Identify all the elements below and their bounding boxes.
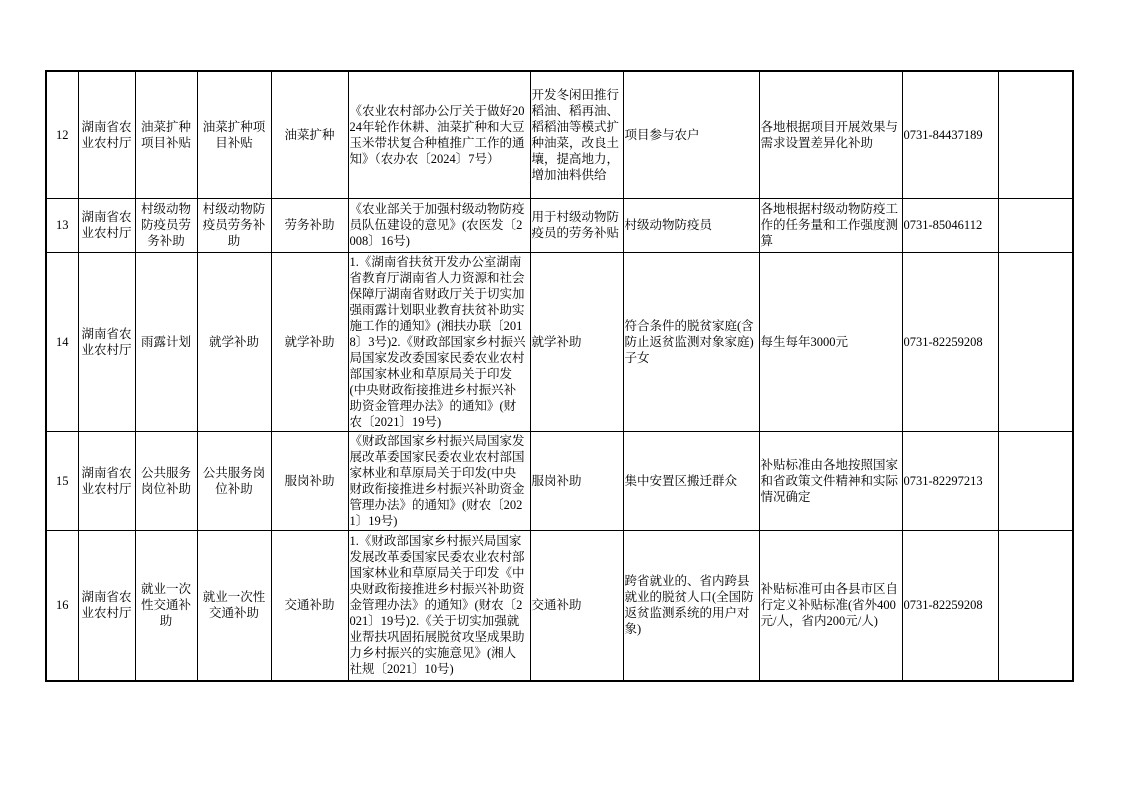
cell-subsidy-type: 就学补助	[271, 252, 348, 431]
subsidy-table	[45, 70, 1074, 682]
cell-subsidy-project: 油菜扩种项目补贴	[197, 71, 271, 198]
cell-recipients: 集中安置区搬迁群众	[623, 431, 759, 530]
cell-remark	[998, 431, 1073, 530]
cell-department: 湖南省农业农村厅	[78, 431, 135, 530]
cell-remark	[998, 252, 1073, 431]
cell-department: 湖南省农业农村厅	[78, 530, 135, 681]
cell-subsidy-project: 公共服务岗位补助	[197, 431, 271, 530]
table-row	[46, 530, 1073, 681]
cell-standard: 补贴标准可由各县市区自行定义补贴标准(省外400元/人，省内200元/人)	[759, 530, 902, 681]
subsidy-table-body	[46, 71, 1073, 681]
cell-no: 12	[46, 71, 78, 198]
table-row	[46, 431, 1073, 530]
cell-standard: 各地根据村级动物防疫工作的任务量和工作强度测算	[759, 198, 902, 252]
cell-subsidy-type: 服岗补助	[271, 431, 348, 530]
cell-purpose: 就学补助	[530, 252, 623, 431]
cell-recipients: 项目参与农户	[623, 71, 759, 198]
cell-remark	[998, 530, 1073, 681]
cell-purpose: 交通补助	[530, 530, 623, 681]
cell-subsidy-project: 就学补助	[197, 252, 271, 431]
cell-remark	[998, 198, 1073, 252]
table-row	[46, 198, 1073, 252]
cell-standard: 补贴标准由各地按照国家和省政策文件精神和实际情况确定	[759, 431, 902, 530]
cell-department: 湖南省农业农村厅	[78, 198, 135, 252]
table-row	[46, 252, 1073, 431]
cell-recipients: 村级动物防疫员	[623, 198, 759, 252]
cell-remark	[998, 71, 1073, 198]
cell-department: 湖南省农业农村厅	[78, 71, 135, 198]
cell-policy-basis: 《财政部国家乡村振兴局国家发展改革委国家民委农业农村部国家林业和草原局关于印发(中央财政衔接推进乡村振兴补助资金管理办法》的通知》(财农〔2021〕19号)	[348, 431, 530, 530]
cell-department: 湖南省农业农村厅	[78, 252, 135, 431]
cell-subsidy-type: 油菜扩种	[271, 71, 348, 198]
cell-recipients: 符合条件的脱贫家庭(含防止返贫监测对象家庭)子女	[623, 252, 759, 431]
cell-project: 公共服务岗位补助	[135, 431, 197, 530]
cell-phone: 0731-85046112	[902, 198, 998, 252]
cell-no: 14	[46, 252, 78, 431]
cell-purpose: 用于村级动物防疫员的劳务补贴	[530, 198, 623, 252]
cell-no: 13	[46, 198, 78, 252]
cell-no: 16	[46, 530, 78, 681]
cell-standard: 各地根据项目开展效果与需求设置差异化补助	[759, 71, 902, 198]
cell-phone: 0731-82297213	[902, 431, 998, 530]
cell-purpose: 开发冬闲田推行稻油、稻再油、稻稻油等模式扩种油菜，改良土壤，提高地力，增加油料供给	[530, 71, 623, 198]
cell-phone: 0731-82259208	[902, 530, 998, 681]
cell-purpose: 服岗补助	[530, 431, 623, 530]
cell-standard: 每生每年3000元	[759, 252, 902, 431]
cell-project: 油菜扩种项目补贴	[135, 71, 197, 198]
cell-recipients: 跨省就业的、省内跨县就业的脱贫人口(全国防返贫监测系统的用户对象)	[623, 530, 759, 681]
cell-subsidy-project: 就业一次性交通补助	[197, 530, 271, 681]
cell-project: 就业一次性交通补助	[135, 530, 197, 681]
cell-phone: 0731-82259208	[902, 252, 998, 431]
cell-phone: 0731-84437189	[902, 71, 998, 198]
cell-subsidy-type: 劳务补助	[271, 198, 348, 252]
cell-project: 雨露计划	[135, 252, 197, 431]
cell-subsidy-type: 交通补助	[271, 530, 348, 681]
cell-no: 15	[46, 431, 78, 530]
cell-project: 村级动物防疫员劳务补助	[135, 198, 197, 252]
cell-policy-basis: 《农业部关于加强村级动物防疫员队伍建设的意见》(农医发〔2008〕16号)	[348, 198, 530, 252]
cell-policy-basis: 《农业农村部办公厅关于做好2024年轮作休耕、油菜扩种和大豆玉米带状复合种植推广工作的通知》（农办农〔2024〕7号）	[348, 71, 530, 198]
cell-subsidy-project: 村级动物防疫员劳务补助	[197, 198, 271, 252]
cell-policy-basis: 1.《财政部国家乡村振兴局国家发展改革委国家民委农业农村部国家林业和草原局关于印发《中央财政衔接推进乡村振兴补助资金管理办法》的通知》(财农〔2021〕19号)2.《关于切实加强就业帮扶巩固拓展脱贫攻坚成果助力乡村振兴的实施意见》(湘人社规〔2021〕10号)	[348, 530, 530, 681]
table-row	[46, 71, 1073, 198]
cell-policy-basis: 1.《湖南省扶贫开发办公室湖南省教育厅湖南省人力资源和社会保障厅湖南省财政厅关于切实加强雨露计划职业教育扶贫补助实施工作的通知》(湘扶办联〔2018〕3号)2.《财政部国家乡村振兴局国家发改委国家民委农业农村部国家林业和草原局关于印发(中央财政衔接推进乡村振兴补助资金管理办法》的通知》(财农〔2021〕19号)	[348, 252, 530, 431]
